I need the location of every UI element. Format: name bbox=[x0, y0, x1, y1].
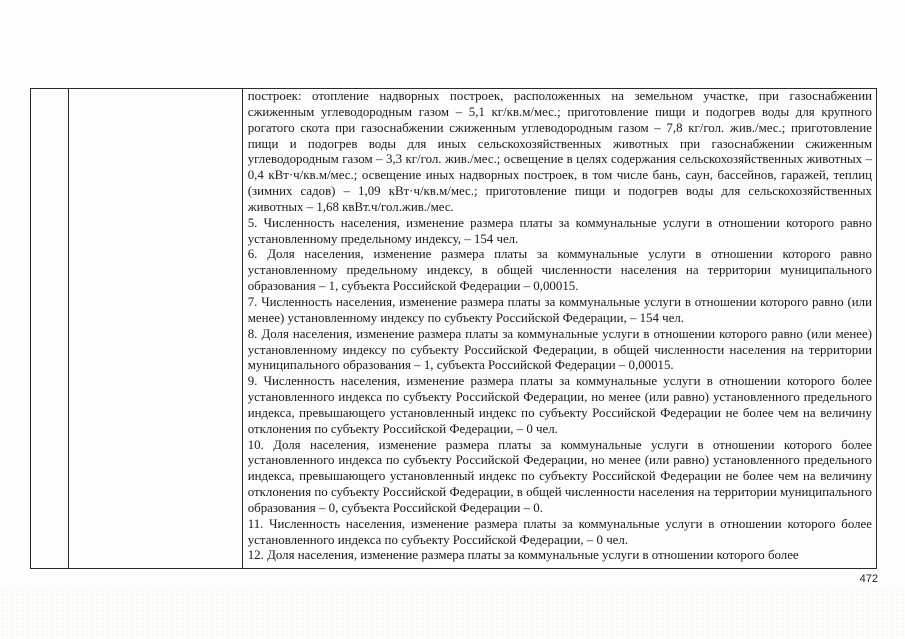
table-cell-number bbox=[31, 89, 69, 569]
paragraph-item-5: 5. Численность населения, изменение размера платы за коммунальные услуги в отношении которого равно установленному предельному индексу, – 154 чел. bbox=[247, 215, 872, 246]
paragraph-item-11: 11. Численность населения, изменение размера платы за коммунальные услуги в отношении которого более установленного индекса по субъекту Российской Федерации, – 0 чел. bbox=[247, 516, 872, 547]
paragraph-item-7: 7. Численность населения, изменение размера платы за коммунальные услуги в отношении которого равно (или менее) установленному индексу по субъекту Российской Федерации, – 154 чел. bbox=[247, 294, 872, 325]
table-cell-name bbox=[69, 89, 243, 569]
content-text bbox=[243, 89, 876, 564]
table-row bbox=[31, 89, 877, 569]
paragraph-item-9: 9. Численность населения, изменение размера платы за коммунальные услуги в отношении которого более установленного индекса по субъекту Российской Федерации, но менее (или равно) установленного предельного индекса, превышающего установленный индекс по субъекту Российской Федерации не более чем на величину отклонения по субъекту Российской Федерации, – 0 чел. bbox=[247, 374, 872, 436]
table-cell-content bbox=[242, 89, 876, 569]
scan-noise bbox=[0, 589, 905, 639]
paragraph-item-8: 8. Доля населения, изменение размера платы за коммунальные услуги в отношении которого равно (или менее) установленному индексу по субъекту Российской Федерации, в общей численности населения на территории муниципального образования – 1, субъекта Российской Федерации – 0,00015. bbox=[247, 326, 872, 373]
paragraph-item-12: 12. Доля населения, изменение размера платы за коммунальные услуги в отношении которого более bbox=[247, 548, 799, 563]
paragraph-item-6: 6. Доля населения, изменение размера платы за коммунальные услуги в отношении которого равно установленному предельному индексу, в общей численности населения на территории муниципального образования – 1, субъекта Российской Федерации – 0,00015. bbox=[247, 247, 872, 294]
paragraph-item-10: 10. Доля населения, изменение размера платы за коммунальные услуги в отношении которого более установленного индекса по субъекту Российской Федерации, но менее (или равно) установленного предельного индекса, превышающего установленный индекс по субъекту Российской Федерации не более чем на величину отклонения по субъекту Российской Федерации, в общей численности населения на территории муниципального образования – 0, субъекта Российской Федерации – 0. bbox=[247, 437, 872, 515]
paragraph-continuation: построек: отопление надворных построек, расположенных на земельном участке, при газоснабжении сжиженным углеводородным газом – 5,1 кг/кв.м/мес.; приготовление пищи и подогрев воды для крупного рогатого скота при газоснабжении сжиженным углеводородным газом – 7,8 кг/гол. жив./мес.; приготовление пищи и подогрев воды для иных сельскохозяйственных животных при газоснабжении сжиженным углеводородным газом – 3,3 кг/гол. жив./мес.; освещение в целях содержания сельскохозяйственных животных – 0,4 кВт·ч/кв.м/мес.; освещение иных надворных построек, в том числе бань, саун, бассейнов, гаражей, теплиц (зимних садов) – 1,09 кВт·ч/кв.м/мес.; приготовление пищи и подогрев воды для сельскохозяйственных животных – 1,68 квВт.ч/гол.жив./мес. bbox=[247, 89, 872, 214]
page-number: 472 bbox=[859, 573, 878, 585]
document-table bbox=[30, 88, 877, 569]
